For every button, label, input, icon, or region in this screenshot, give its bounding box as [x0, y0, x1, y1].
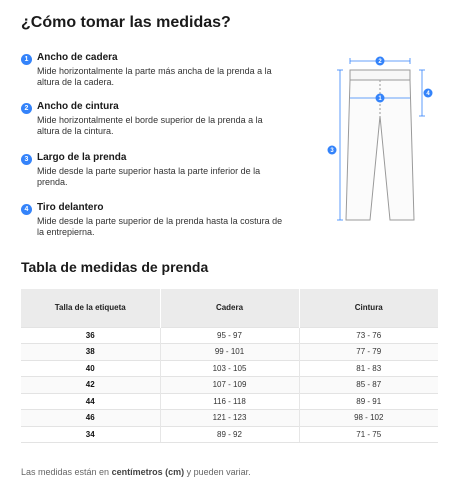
size-table — [21, 289, 438, 443]
hip-cell: 121 - 123 — [160, 410, 299, 427]
size-cell: 36 — [21, 327, 160, 344]
step-heading: Largo de la prenda — [37, 152, 127, 163]
hip-cell: 99 - 101 — [160, 344, 299, 361]
table-row — [21, 377, 438, 394]
size-cell: 38 — [21, 344, 160, 361]
badge-length: 3 — [330, 148, 334, 155]
size-cell: 44 — [21, 393, 160, 410]
hip-cell: 116 - 118 — [160, 393, 299, 410]
badge-waist: 2 — [378, 59, 382, 66]
step-description: Mide horizontalmente el borde superior de la prenda a la altura de la cintura. — [37, 115, 263, 136]
step-number-badge: 2 — [21, 103, 32, 114]
table-row — [21, 410, 438, 427]
step-number-badge: 3 — [21, 154, 32, 165]
size-cell: 46 — [21, 410, 160, 427]
step-description: Mide desde la parte superior hasta la parte inferior de la prenda. — [37, 166, 261, 187]
hip-cell: 89 - 92 — [160, 426, 299, 443]
step-number-badge: 4 — [21, 204, 32, 215]
hip-cell: 107 - 109 — [160, 377, 299, 394]
units-note — [21, 467, 251, 477]
size-cell: 40 — [21, 360, 160, 377]
units-note-post: y pueden variar. — [184, 467, 251, 477]
table-row — [21, 327, 438, 344]
page-title: ¿Cómo tomar las medidas? — [21, 14, 231, 31]
pants-measurement-figure — [318, 50, 436, 240]
step-waist-width — [21, 101, 291, 141]
hip-cell: 95 - 97 — [160, 327, 299, 344]
waist-cell: 85 - 87 — [299, 377, 438, 394]
waist-cell: 73 - 76 — [299, 327, 438, 344]
step-heading: Tiro delantero — [37, 202, 104, 213]
waist-cell: 98 - 102 — [299, 410, 438, 427]
table-row — [21, 344, 438, 361]
badge-rise: 4 — [426, 91, 430, 98]
table-row — [21, 393, 438, 410]
table-row — [21, 426, 438, 443]
table-header-row — [21, 289, 438, 327]
units-note-unit: centímetros (cm) — [111, 467, 185, 477]
size-cell: 34 — [21, 426, 160, 443]
step-description: Mide horizontalmente la parte más ancha de la prenda a la altura de la cadera. — [37, 66, 272, 87]
header-size-label: Talla de la etiqueta — [21, 289, 160, 327]
step-hip-width — [21, 52, 291, 92]
hip-cell: 103 - 105 — [160, 360, 299, 377]
table-title: Tabla de medidas de prenda — [21, 259, 209, 275]
size-cell: 42 — [21, 377, 160, 394]
step-garment-length — [21, 152, 291, 192]
table-row — [21, 360, 438, 377]
step-heading: Ancho de cadera — [37, 52, 118, 63]
waist-cell: 89 - 91 — [299, 393, 438, 410]
badge-hip: 1 — [378, 96, 382, 103]
header-waist: Cintura — [299, 289, 438, 327]
waist-cell: 81 - 83 — [299, 360, 438, 377]
step-number-badge: 1 — [21, 54, 32, 65]
pants-outline-icon — [346, 70, 414, 220]
step-heading: Ancho de cintura — [37, 101, 119, 112]
units-note-pre: Las medidas están en — [21, 467, 112, 477]
step-front-rise — [21, 202, 291, 242]
waist-cell: 77 - 79 — [299, 344, 438, 361]
waist-cell: 71 - 75 — [299, 426, 438, 443]
header-hip: Cadera — [160, 289, 299, 327]
step-description: Mide desde la parte superior de la prenda hasta la costura de la entrepierna. — [37, 216, 283, 237]
